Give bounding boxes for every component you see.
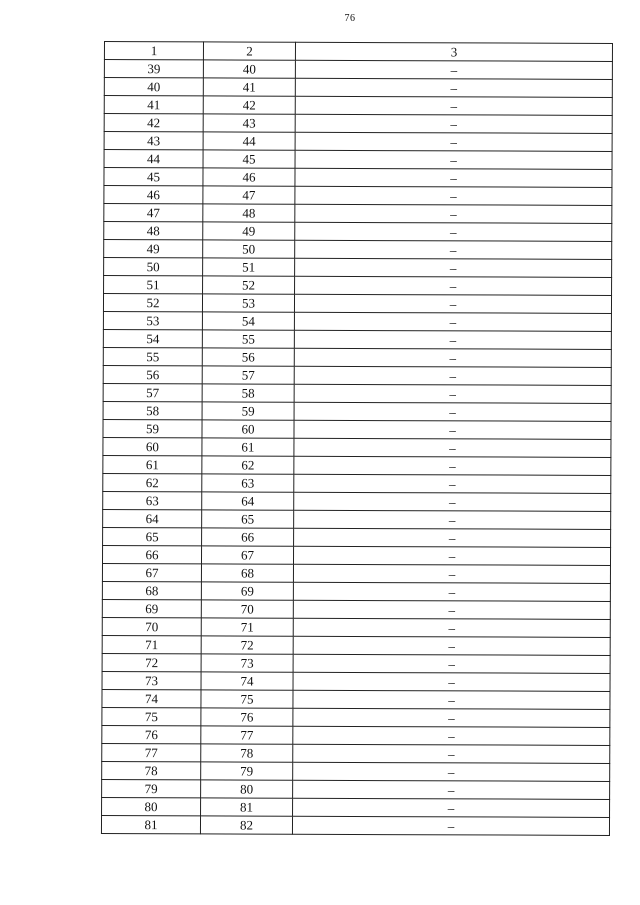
table-cell-col-3: – [294, 438, 611, 457]
table-row [102, 689, 610, 709]
table-cell-col-3: – [294, 330, 611, 349]
table-cell-col-2: 77 [201, 726, 293, 744]
table-cell-col-3: – [295, 60, 612, 79]
table-row [103, 347, 611, 367]
table-row [102, 635, 610, 655]
table-row [102, 779, 610, 799]
table-cell-col-3: – [293, 654, 610, 673]
table-row [103, 311, 611, 331]
table-row [102, 617, 610, 637]
table-cell-col-3: – [294, 348, 611, 367]
table-row [104, 222, 612, 242]
table-row [102, 653, 610, 673]
table-cell-col-3: – [295, 78, 612, 97]
table-cell-col-1: 45 [104, 168, 203, 186]
table-cell-col-3: – [294, 528, 611, 547]
table-cell-col-3: – [293, 744, 610, 763]
table-row [104, 96, 612, 116]
table-cell-col-3: – [293, 708, 610, 727]
table-cell-col-2: 62 [202, 456, 294, 474]
table-cell-col-2: 41 [203, 78, 295, 96]
table-cell-col-1: 49 [104, 240, 203, 258]
column-header-2: 2 [203, 42, 295, 60]
table-header-row [104, 42, 612, 62]
table-row [104, 60, 612, 80]
table-cell-col-1: 75 [102, 707, 201, 725]
table-cell-col-3: – [294, 510, 611, 529]
table-cell-col-3: – [293, 762, 610, 781]
column-header-3: 3 [295, 42, 612, 61]
table-cell-col-2: 55 [202, 330, 294, 348]
table-row [103, 294, 611, 314]
table-cell-col-3: – [295, 240, 612, 259]
table-cell-col-1: 63 [103, 491, 202, 509]
table-cell-col-3: – [295, 96, 612, 115]
table-cell-col-1: 70 [102, 617, 201, 635]
table-cell-col-3: – [294, 402, 611, 421]
table-cell-col-2: 67 [201, 546, 293, 564]
data-table [101, 41, 613, 836]
table-cell-col-1: 47 [104, 204, 203, 222]
table-cell-col-1: 50 [104, 258, 203, 276]
table-cell-col-2: 43 [203, 114, 295, 132]
table-cell-col-1: 39 [104, 60, 203, 78]
table-cell-col-3: – [294, 456, 611, 475]
table-row [104, 240, 612, 260]
table-cell-col-1: 71 [102, 635, 201, 653]
table-cell-col-1: 62 [103, 473, 202, 491]
table-row [102, 707, 610, 727]
table-cell-col-3: – [295, 258, 612, 277]
table-cell-col-3: – [295, 186, 612, 205]
table-cell-col-2: 48 [203, 204, 295, 222]
table-row [102, 563, 610, 583]
table-cell-col-2: 51 [203, 258, 295, 276]
table-cell-col-1: 55 [103, 347, 202, 365]
table-row [102, 743, 610, 763]
table-cell-col-1: 67 [102, 563, 201, 581]
table-row [102, 545, 610, 565]
table-cell-col-2: 40 [203, 60, 295, 78]
table-cell-col-1: 64 [103, 509, 202, 527]
table-cell-col-2: 80 [201, 780, 293, 798]
table-cell-col-3: – [293, 690, 610, 709]
table-row [103, 455, 611, 475]
table-cell-col-2: 50 [203, 240, 295, 258]
table-row [102, 599, 610, 619]
table-cell-col-3: – [293, 726, 610, 745]
table-cell-col-3: – [292, 816, 609, 835]
table-cell-col-2: 73 [201, 654, 293, 672]
table-row [103, 329, 611, 349]
table-cell-col-1: 80 [102, 797, 201, 815]
table-row [104, 204, 612, 224]
table-cell-col-3: – [294, 474, 611, 493]
table-cell-col-1: 81 [101, 815, 200, 833]
table-cell-col-1: 59 [103, 419, 202, 437]
table-row [103, 527, 611, 547]
table-body [101, 60, 612, 836]
table-cell-col-3: – [294, 384, 611, 403]
table-cell-col-3: – [293, 618, 610, 637]
table-cell-col-1: 77 [102, 743, 201, 761]
table-cell-col-2: 45 [203, 150, 295, 168]
table-cell-col-2: 59 [202, 402, 294, 420]
table-cell-col-2: 81 [201, 798, 293, 816]
table-cell-col-3: – [294, 312, 611, 331]
table-cell-col-2: 53 [202, 294, 294, 312]
table-row [103, 419, 611, 439]
table-row [102, 761, 610, 781]
table-cell-col-1: 57 [103, 383, 202, 401]
table-row [103, 401, 611, 421]
table-cell-col-1: 48 [104, 222, 203, 240]
table-cell-col-1: 40 [104, 78, 203, 96]
table-cell-col-1: 68 [102, 581, 201, 599]
table-cell-col-3: – [295, 204, 612, 223]
table-cell-col-3: – [294, 366, 611, 385]
table-cell-col-3: – [293, 636, 610, 655]
table-cell-col-1: 74 [102, 689, 201, 707]
table-cell-col-1: 66 [102, 545, 201, 563]
table-cell-col-1: 72 [102, 653, 201, 671]
table-cell-col-1: 61 [103, 455, 202, 473]
table-cell-col-2: 68 [201, 564, 293, 582]
table-row [102, 797, 610, 817]
table-cell-col-3: – [293, 780, 610, 799]
table-row [104, 258, 612, 278]
table-cell-col-3: – [294, 492, 611, 511]
table-row [104, 114, 612, 134]
table-cell-col-2: 57 [202, 366, 294, 384]
table-cell-col-2: 42 [203, 96, 295, 114]
table-cell-col-3: – [293, 564, 610, 583]
column-header-1: 1 [104, 42, 203, 60]
table-cell-col-2: 78 [201, 744, 293, 762]
table-cell-col-2: 79 [201, 762, 293, 780]
table-row [102, 581, 610, 601]
table-cell-col-3: – [295, 150, 612, 169]
table-cell-col-3: – [293, 672, 610, 691]
table-row [102, 671, 610, 691]
table-cell-col-2: 58 [202, 384, 294, 402]
table-cell-col-1: 52 [103, 294, 202, 312]
table-cell-col-1: 78 [102, 761, 201, 779]
table-row [104, 168, 612, 188]
table-cell-col-3: – [295, 114, 612, 133]
table-cell-col-2: 71 [201, 618, 293, 636]
table-row [103, 437, 611, 457]
table-cell-col-2: 63 [202, 474, 294, 492]
table-row [104, 276, 612, 296]
table-cell-col-2: 54 [202, 312, 294, 330]
table-container [101, 41, 612, 836]
table-cell-col-1: 76 [102, 725, 201, 743]
table-cell-col-1: 43 [104, 132, 203, 150]
table-cell-col-1: 58 [103, 401, 202, 419]
table-cell-col-3: – [295, 276, 612, 295]
table-cell-col-2: 69 [201, 582, 293, 600]
table-cell-col-2: 64 [202, 492, 294, 510]
table-cell-col-2: 82 [200, 816, 292, 834]
table-row [103, 473, 611, 493]
table-cell-col-2: 61 [202, 438, 294, 456]
table-cell-col-1: 44 [104, 150, 203, 168]
table-cell-col-1: 51 [104, 276, 203, 294]
table-cell-col-3: – [293, 600, 610, 619]
table-row [104, 132, 612, 152]
table-row [104, 78, 612, 98]
table-cell-col-3: – [293, 546, 610, 565]
table-cell-col-3: – [295, 168, 612, 187]
table-cell-col-1: 54 [103, 329, 202, 347]
table-cell-col-2: 52 [203, 276, 295, 294]
table-cell-col-2: 65 [202, 510, 294, 528]
table-cell-col-2: 72 [201, 636, 293, 654]
table-cell-col-1: 46 [104, 186, 203, 204]
table-cell-col-2: 56 [202, 348, 294, 366]
table-cell-col-1: 69 [102, 599, 201, 617]
table-row [103, 365, 611, 385]
table-cell-col-3: – [293, 582, 610, 601]
table-cell-col-2: 44 [203, 132, 295, 150]
table-row [103, 509, 611, 529]
table-cell-col-1: 79 [102, 779, 201, 797]
table-cell-col-1: 42 [104, 114, 203, 132]
table-cell-col-1: 53 [103, 311, 202, 329]
table-cell-col-3: – [295, 222, 612, 241]
table-row [104, 186, 612, 206]
table-cell-col-2: 46 [203, 168, 295, 186]
table-cell-col-1: 60 [103, 437, 202, 455]
table-row [102, 725, 610, 745]
table-row [103, 491, 611, 511]
table-cell-col-1: 73 [102, 671, 201, 689]
table-cell-col-2: 49 [203, 222, 295, 240]
table-cell-col-3: – [294, 420, 611, 439]
table-cell-col-2: 66 [202, 528, 294, 546]
table-cell-col-3: – [295, 132, 612, 151]
table-cell-col-2: 76 [201, 708, 293, 726]
table-cell-col-3: – [293, 798, 610, 817]
page-number: 76 [344, 13, 356, 24]
table-cell-col-1: 56 [103, 365, 202, 383]
table-cell-col-1: 65 [103, 527, 202, 545]
table-cell-col-2: 47 [203, 186, 295, 204]
table-cell-col-2: 74 [201, 672, 293, 690]
table-row [103, 383, 611, 403]
table-row [104, 150, 612, 170]
table-row [101, 815, 609, 835]
table-cell-col-2: 70 [201, 600, 293, 618]
table-cell-col-1: 41 [104, 96, 203, 114]
table-cell-col-2: 75 [201, 690, 293, 708]
table-cell-col-2: 60 [202, 420, 294, 438]
table-cell-col-3: – [294, 294, 611, 313]
